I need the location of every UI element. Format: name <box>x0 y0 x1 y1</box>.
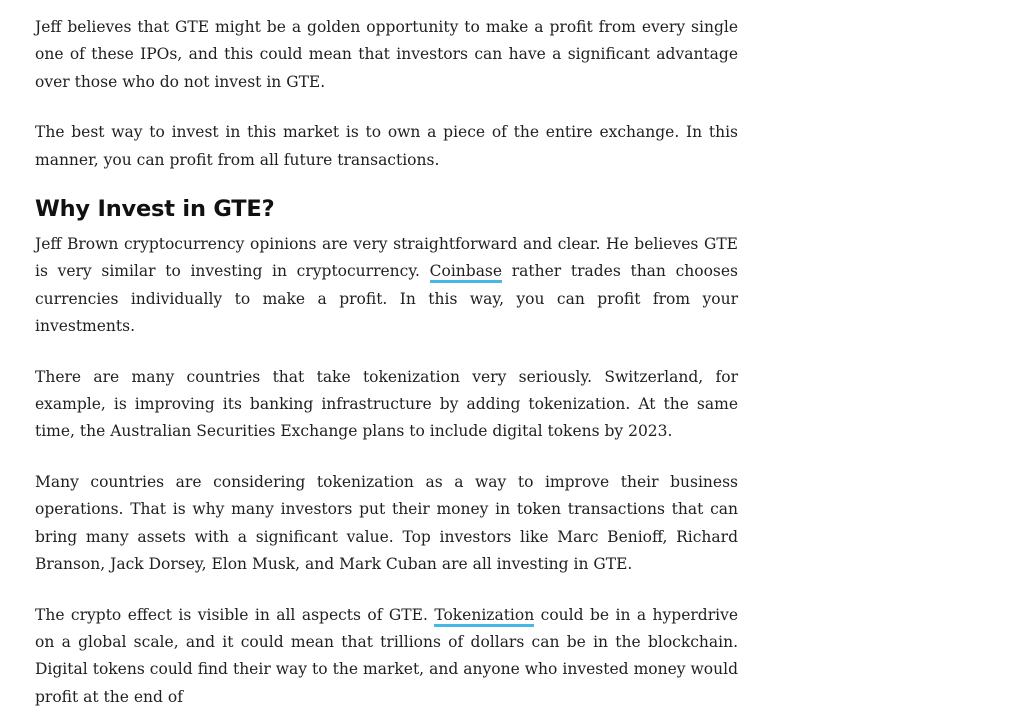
article-body <box>35 14 739 706</box>
paragraph-jeff-brown-opinions <box>35 231 738 341</box>
text-segment: could be in a hyperdrive on a global scale, and it could mean that trillions of dollars can be in the blockchain. Digital tokens could find their way to the market, and anyone who invested money would profit at the end of <box>35 605 739 706</box>
tokenization-link[interactable]: Tokenization <box>434 606 534 627</box>
paragraph-invest-exchange: The best way to invest in this market is to own a piece of the entire exchange. In this manner, you can profit from all future transactions. <box>35 123 738 169</box>
paragraph-tokenization-countries: There are many countries that take tokenization very seriously. Switzerland, for example, is improving its banking infrastructure by adding tokenization. At the same time, the Australian Securities Exchange plans to include digital tokens by 2023. <box>35 367 738 441</box>
paragraph-gte-ipos: Jeff believes that GTE might be a golden opportunity to make a profit from every single one of these IPOs, and this could mean that investors can have a significant advantage over those who do not invest in GTE. <box>35 18 738 91</box>
paragraph-crypto-effect <box>35 602 739 706</box>
section-heading: Why Invest in GTE? <box>35 196 275 223</box>
coinbase-link[interactable]: Coinbase <box>430 262 502 283</box>
paragraph-investors: Many countries are considering tokenization as a way to improve their business operations. That is why many investors put their money in token transactions that can bring many assets with a significant value. Top investors like Marc Benioff, Richard Branson, Jack Dorsey, Elon Musk, and Mark Cuban are all investing in GTE. <box>35 472 738 574</box>
text-segment: rather trades than chooses currencies individually to make a profit. In this way, you can profit from your investments. <box>35 262 738 336</box>
text-segment: The crypto effect is visible in all aspects of GTE. <box>35 605 435 624</box>
text-segment: Jeff Brown cryptocurrency opinions are very straightforward and clear. He believes GTE is very similar to investing in cryptocurrency. <box>35 235 738 281</box>
